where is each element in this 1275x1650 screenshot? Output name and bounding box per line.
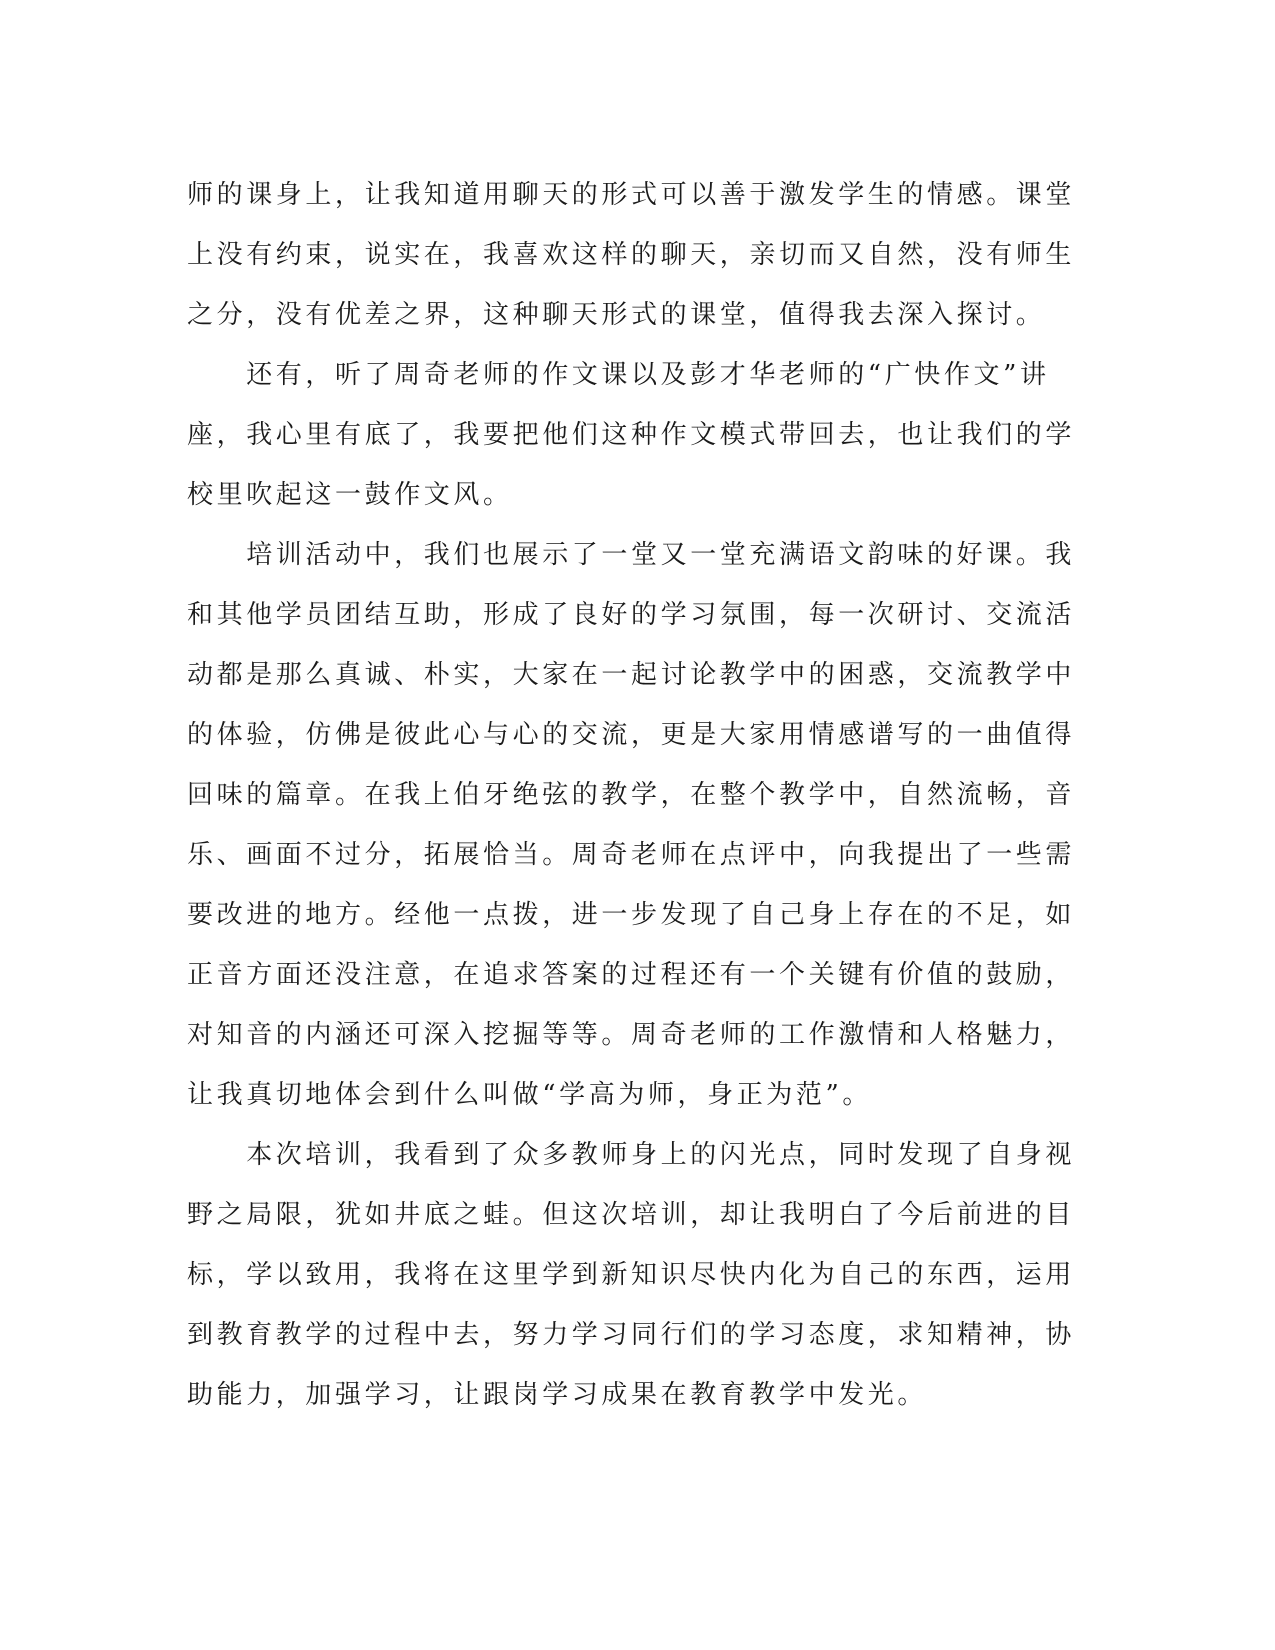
paragraph-3: 培训活动中，我们也展示了一堂又一堂充满语文韵味的好课。我和其他学员团结互助，形成了良好的学习氛围，每一次研讨、交流活动都是那么真诚、朴实，大家在一起讨论教学中的困惑，交流教学中的体验，仿佛是彼此心与心的交流，更是大家用情感谱写的一曲值得回味的篇章。在我上伯牙绝弦的教学，在整个教学中，自然流畅，音乐、画面不过分，拓展恰当。周奇老师在点评中，向我提出了一些需要改进的地方。经他一点拨，进一步发现了自己身上存在的不足，如正音方面还没注意，在追求答案的过程还有一个关键有价值的鼓励，对知音的内涵还可深入挖掘等等。周奇老师的工作激情和人格魅力，让我真切地体会到什么叫做“学高为师，身正为范”。: [187, 540, 1076, 1110]
body-text: [187, 165, 1087, 1425]
paragraph-2: 还有，听了周奇老师的作文课以及彭才华老师的“广快作文”讲座，我心里有底了，我要把他们这种作文模式带回去，也让我们的学校里吹起这一鼓作文风。: [187, 360, 1076, 510]
paragraph-1: 师的课身上，让我知道用聊天的形式可以善于激发学生的情感。课堂上没有约束，说实在，我喜欢这样的聊天，亲切而又自然，没有师生之分，没有优差之界，这种聊天形式的课堂，值得我去深入探讨。: [187, 180, 1076, 330]
paragraph-4: 本次培训，我看到了众多教师身上的闪光点，同时发现了自身视野之局限，犹如井底之蛙。但这次培训，却让我明白了今后前进的目标，学以致用，我将在这里学到新知识尽快内化为自己的东西，运用到教育教学的过程中去，努力学习同行们的学习态度，求知精神，协助能力，加强学习，让跟岗学习成果在教育教学中发光。: [187, 1140, 1076, 1410]
